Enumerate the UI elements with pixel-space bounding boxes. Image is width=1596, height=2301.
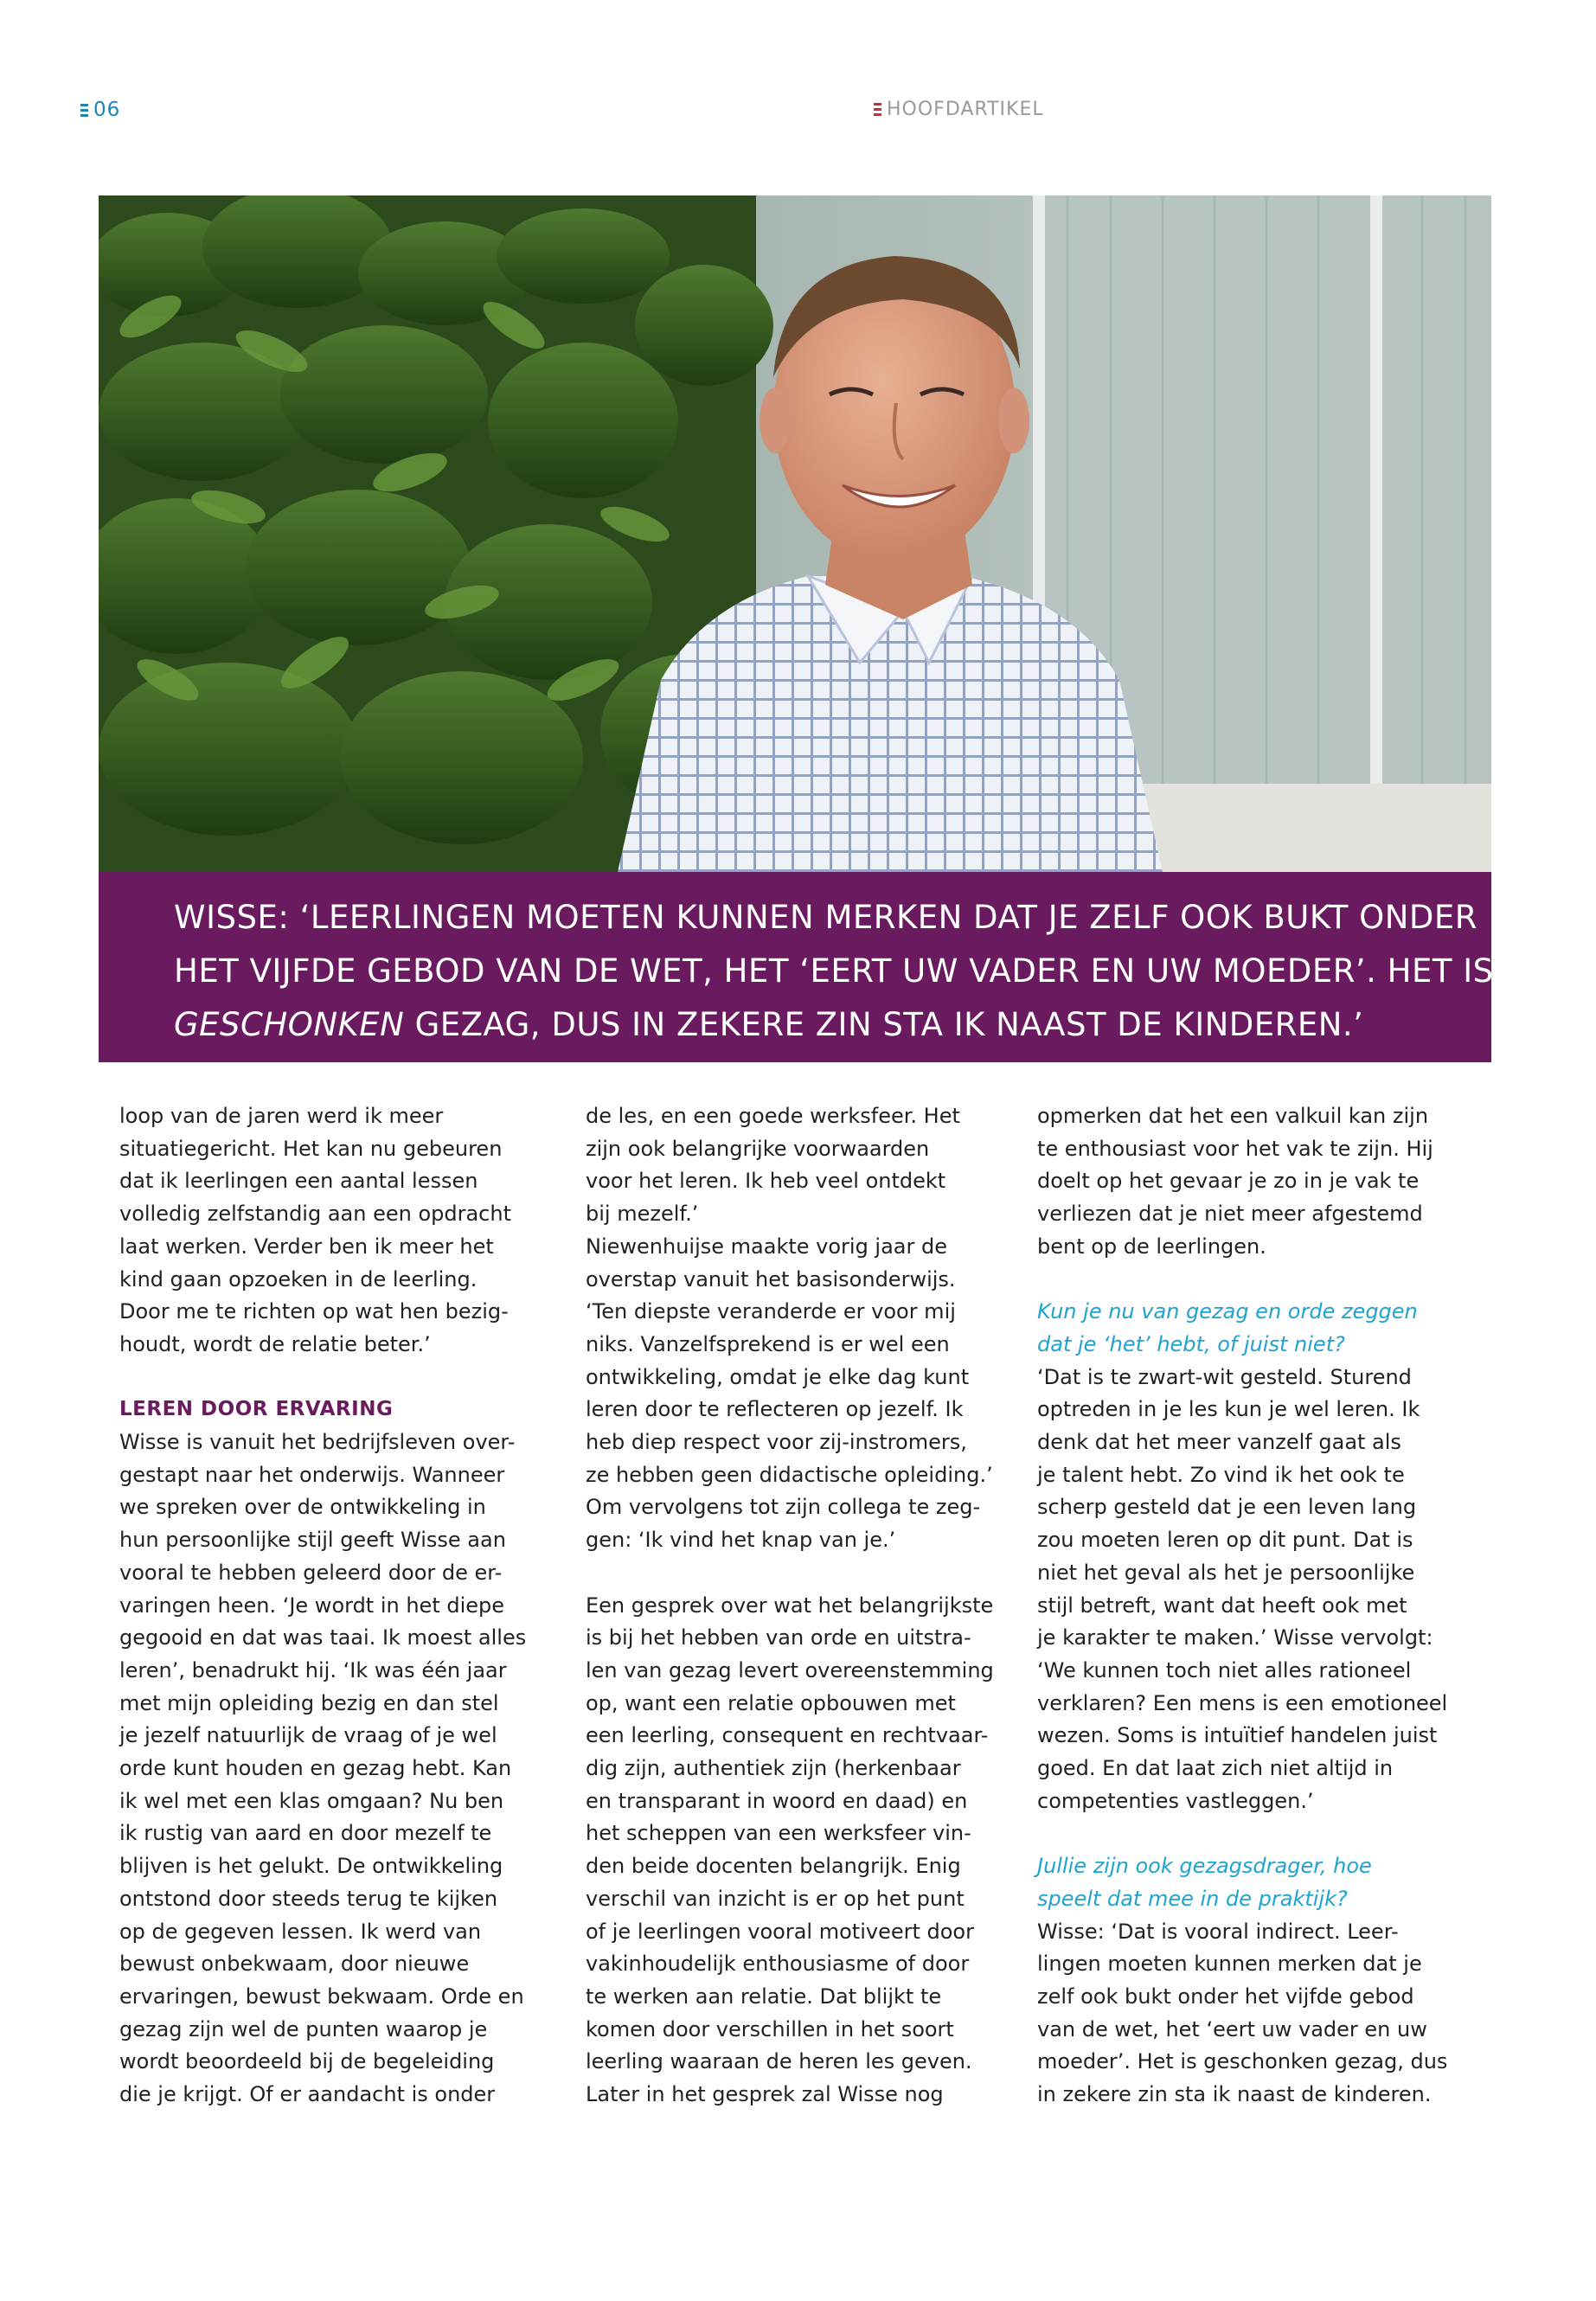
text-line: vooral te hebben geleerd door de er- [119, 1560, 503, 1585]
text-line: len van gezag levert overeenstemming [586, 1657, 994, 1682]
text-line: verklaren? Een mens is een emotioneel [1037, 1690, 1448, 1715]
text-line: blijven is het gelukt. De ontwikkeling [119, 1854, 503, 1879]
text-line: is bij het hebben van orde en uitstra- [586, 1625, 971, 1650]
text-line: Wisse: ‘Dat is vooral indirect. Leer- [1037, 1919, 1399, 1944]
section-label-text: HOOFDARTIKEL [887, 99, 1044, 120]
text-line: verliezen dat je niet meer afgestemd [1037, 1202, 1423, 1227]
text-line: bij mezelf.’ [586, 1202, 699, 1227]
text-line: Later in het gesprek zal Wisse nog [586, 2082, 944, 2107]
interview-question: Kun je nu van gezag en orde zeggen [1037, 1299, 1418, 1324]
pull-quote-line: WISSE: ‘LEERLINGEN MOETEN KUNNEN MERKEN DAT JE ZELF OOK BUKT ONDER [174, 899, 1478, 936]
text-line: gestapt naar het onderwijs. Wanneer [119, 1462, 505, 1487]
text-line: de les, en een goede werksfeer. Het [586, 1104, 960, 1128]
text-line: gen: ‘Ik vind het knap van je.’ [586, 1528, 896, 1553]
text-line: orde kunt houden en gezag hebt. Kan [119, 1756, 512, 1781]
interview-question: Jullie zijn ook gezagsdrager, hoe [1037, 1854, 1372, 1879]
text-line: ik wel met een klas omgaan? Nu ben [119, 1788, 504, 1813]
text-line: komen door verschillen in het soort [586, 2016, 954, 2041]
text-line: houdt, wordt de relatie beter.’ [119, 1331, 431, 1356]
text-line: goed. En dat laat zich niet altijd in [1037, 1756, 1394, 1781]
text-line: ontstond door steeds terug te kijken [119, 1886, 498, 1911]
text-line: voor het leren. Ik heb veel ontdekt [586, 1169, 946, 1194]
text-line: dat ik leerlingen een aantal lessen [119, 1169, 478, 1194]
text-line: die je krijgt. Of er aandacht is onder [119, 2082, 496, 2107]
text-line: kind gaan opzoeken in de leerling. [119, 1266, 478, 1292]
text-line: ‘Dat is te zwart-wit gesteld. Sturend [1037, 1364, 1412, 1389]
pull-quote [99, 872, 1494, 1062]
text-line: lingen moeten kunnen merken dat je [1037, 1952, 1422, 1977]
article-column-3 [1037, 1100, 1448, 2112]
section-subheading: LEREN DOOR ERVARING [119, 1398, 394, 1421]
text-line: ‘We kunnen toch niet alles rationeel [1037, 1657, 1412, 1682]
pull-quote-line [174, 998, 1457, 1052]
text-line: den beide docenten belangrijk. Enig [586, 1854, 961, 1879]
text-line: je jezelf natuurlijk de vraag of je wel [119, 1723, 497, 1748]
text-line: zou moeten leren op dit punt. Dat is [1037, 1528, 1413, 1553]
text-line: niks. Vanzelfsprekend is er wel een [586, 1331, 950, 1356]
text-line: zelf ook bukt onder het vijfde gebod [1037, 1984, 1414, 2009]
text-line: te enthousiast voor het vak te zijn. Hij [1037, 1136, 1433, 1161]
interview-question: dat je ‘het’ hebt, of juist niet? [1037, 1331, 1345, 1356]
text-line: wezen. Soms is intuïtief handelen juist [1037, 1723, 1438, 1748]
text-line: optreden in je les kun je wel leren. Ik [1037, 1397, 1420, 1422]
page-number [80, 99, 120, 121]
pull-quote-text: GEZAG, DUS IN ZEKERE ZIN STA IK NAAST DE KINDEREN.’ [404, 1006, 1364, 1043]
text-line: of je leerlingen vooral motiveert door [586, 1919, 974, 1944]
text-line: varingen heen. ‘Je wordt in het diepe [119, 1593, 505, 1618]
text-line: Wisse is vanuit het bedrijfsleven over- [119, 1430, 516, 1455]
section-marker-icon [874, 103, 881, 116]
text-line: wordt beoordeeld bij de begeleiding [119, 2049, 495, 2074]
text-line: gezag zijn wel de punten waarop je [119, 2016, 488, 2041]
text-line: doelt op het gevaar je zo in je vak te [1037, 1169, 1420, 1194]
text-line: leerling waaraan de heren les geven. [586, 2049, 972, 2074]
text-line: heb diep respect voor zij-instromers, [586, 1430, 967, 1455]
pull-quote-line: HET VIJFDE GEBOD VAN DE WET, HET ‘EERT UW VADER EN UW MOEDER’. HET IS [174, 952, 1494, 990]
text-line: in zekere zin sta ik naast de kinderen. [1037, 2082, 1432, 2107]
text-line: je karakter te maken.’ Wisse vervolgt: [1037, 1625, 1433, 1650]
text-line: overstap vanuit het basisonderwijs. [586, 1266, 956, 1292]
text-line: je talent hebt. Zo vind ik het ook te [1037, 1462, 1405, 1487]
text-line: verschil van inzicht is er op het punt [586, 1886, 965, 1911]
text-line: leren’, benadrukt hij. ‘Ik was één jaar [119, 1657, 507, 1682]
text-line: hun persoonlijke stijl geeft Wisse aan [119, 1528, 506, 1553]
text-line: loop van de jaren werd ik meer [119, 1104, 444, 1128]
text-line: te werken aan relatie. Dat blijkt te [586, 1984, 942, 2009]
article-column-2 [586, 1100, 992, 2112]
text-line: en transparant in woord en daad) en [586, 1788, 968, 1813]
text-line: ‘Ten diepste veranderde er voor mij [586, 1299, 956, 1324]
text-line: een leerling, consequent en rechtvaar- [586, 1723, 989, 1748]
text-line: bewust onbekwaam, door nieuwe [119, 1952, 470, 1977]
text-line: vakinhoudelijk enthousiasme of door [586, 1952, 970, 1977]
text-line: competenties vastleggen.’ [1037, 1788, 1314, 1813]
text-line: leren door te reflecteren op jezelf. Ik [586, 1397, 964, 1422]
text-line: met mijn opleiding bezig en dan stel [119, 1690, 499, 1715]
text-line: denk dat het meer vanzelf gaat als [1037, 1430, 1401, 1455]
portrait-illustration [99, 195, 1491, 872]
text-line: gegooid en dat was taai. Ik moest alles [119, 1625, 527, 1650]
text-line: Om vervolgens tot zijn collega te zeg- [586, 1495, 981, 1520]
text-line: moeder’. Het is geschonken gezag, dus [1037, 2049, 1448, 2074]
pull-quote-emphasis: GESCHONKEN [174, 1006, 405, 1043]
text-line: laat werken. Verder ben ik meer het [119, 1234, 494, 1259]
text-line: bent op de leerlingen. [1037, 1234, 1266, 1259]
text-line: op de gegeven lessen. Ik werd van [119, 1919, 482, 1944]
page-number-text: 06 [93, 99, 121, 121]
text-line: stijl betreft, want dat heeft ook met [1037, 1593, 1407, 1618]
text-line: scherp gesteld dat je een leven lang [1037, 1495, 1417, 1520]
text-line: opmerken dat het een valkuil kan zijn [1037, 1104, 1429, 1128]
text-line: ontwikkeling, omdat je elke dag kunt [586, 1364, 970, 1389]
text-line: Een gesprek over wat het belangrijkste [586, 1593, 994, 1618]
interview-question: speelt dat mee in de praktijk? [1037, 1886, 1348, 1911]
text-line: Door me te richten op wat hen bezig- [119, 1299, 509, 1324]
text-line: zijn ook belangrijke voorwaarden [586, 1136, 930, 1161]
text-line: niet het geval als het je persoonlijke [1037, 1560, 1415, 1585]
text-line: Niewenhuijse maakte vorig jaar de [586, 1234, 948, 1259]
page-marker-icon [80, 104, 88, 117]
section-label [874, 99, 1044, 120]
text-line: op, want een relatie opbouwen met [586, 1690, 956, 1715]
text-line: we spreken over de ontwikkeling in [119, 1495, 486, 1520]
text-line: het scheppen van een werksfeer vin- [586, 1821, 971, 1846]
text-line: dig zijn, authentiek zijn (herkenbaar [586, 1756, 961, 1781]
text-line: volledig zelfstandig aan een opdracht [119, 1202, 511, 1227]
portrait-photo [99, 195, 1491, 872]
text-line: ze hebben geen didactische opleiding.’ [586, 1462, 993, 1487]
text-line: ervaringen, bewust bekwaam. Orde en [119, 1984, 524, 2009]
text-line: situatiegericht. Het kan nu gebeuren [119, 1136, 503, 1161]
text-line: van de wet, het ‘eert uw vader en uw [1037, 2016, 1427, 2041]
text-line: ik rustig van aard en door mezelf te [119, 1821, 492, 1846]
article-column-1 [119, 1100, 526, 2112]
